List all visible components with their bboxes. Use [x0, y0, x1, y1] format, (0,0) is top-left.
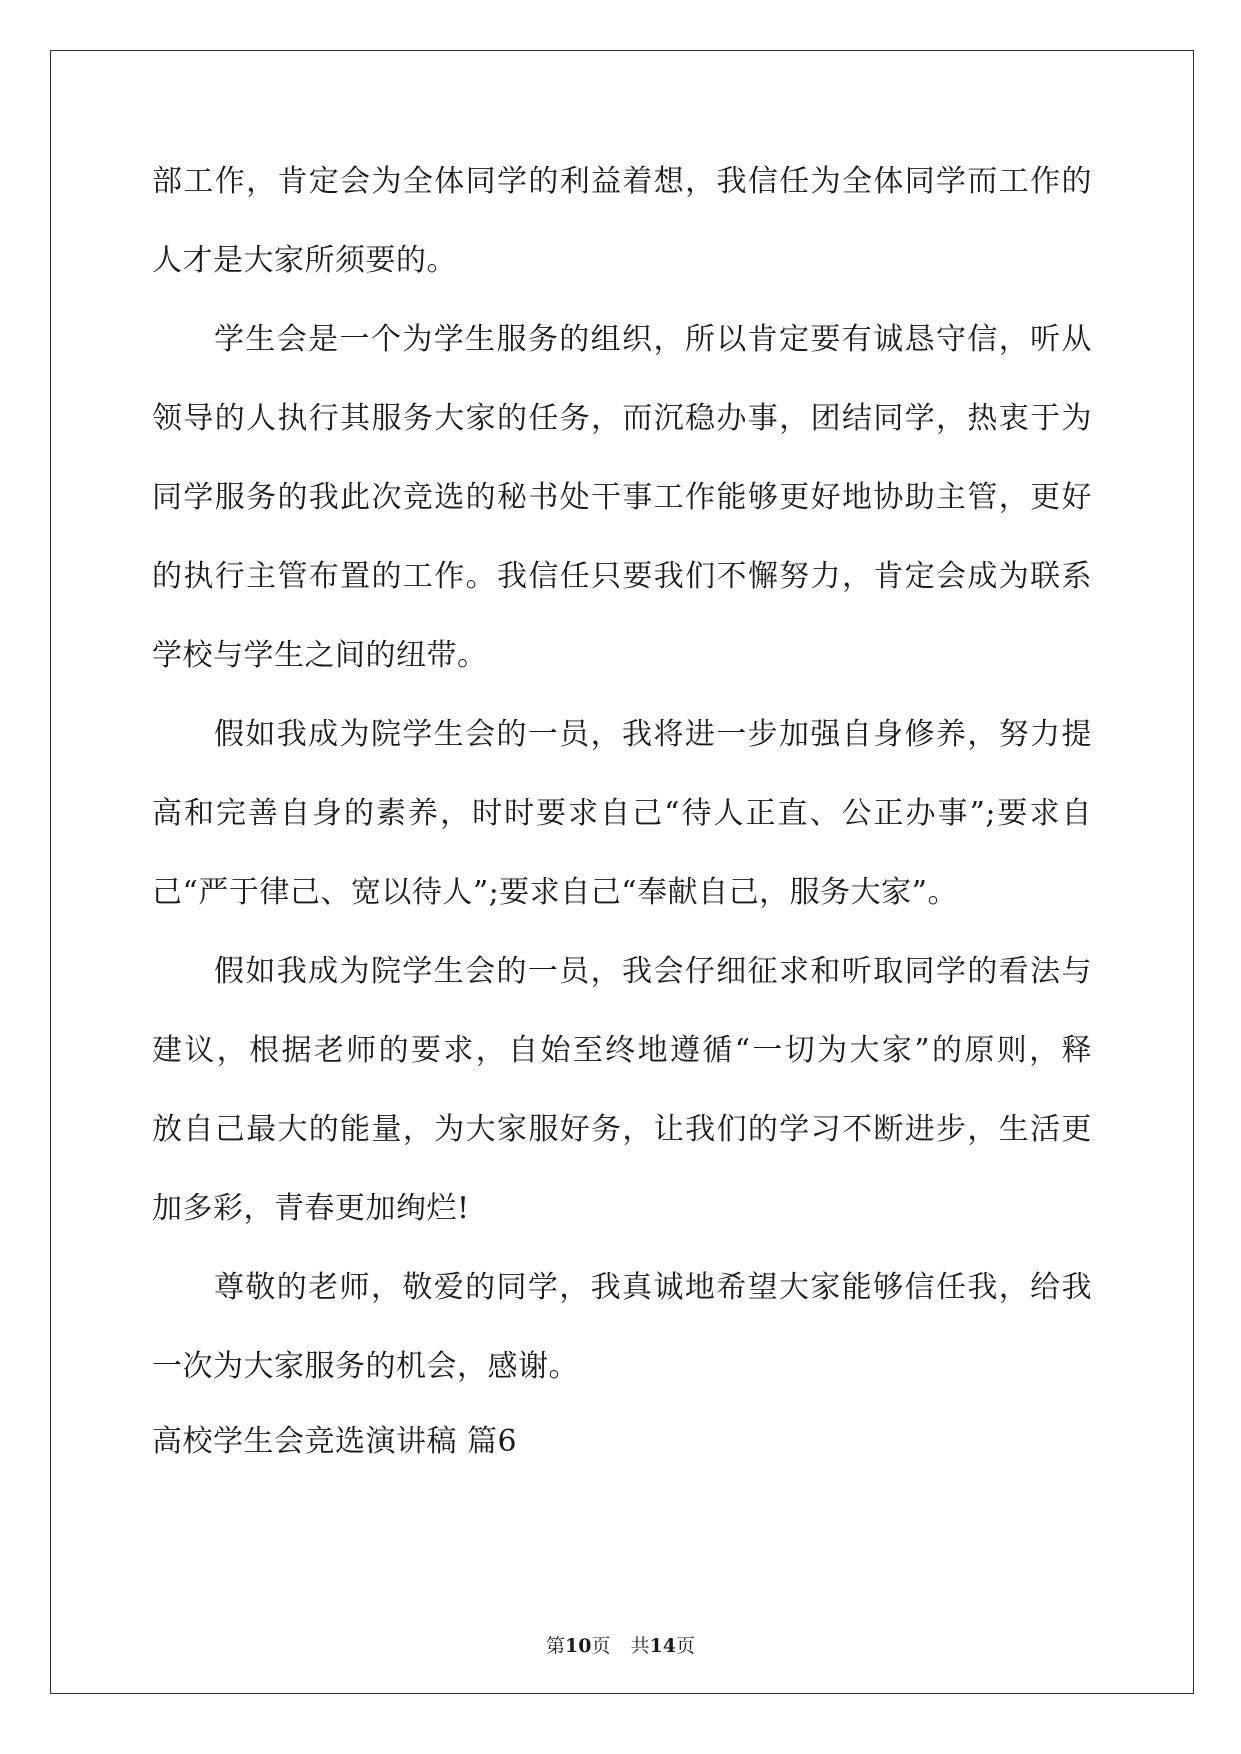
paragraph-line: 一次为大家服务的机会，感谢。 [152, 1349, 579, 1384]
paragraph-line: 假如我成为院学生会的一员，我将进一步加强自身修养，努力提 [214, 717, 1092, 752]
paragraph-line: 人才是大家所须要的。 [152, 243, 457, 278]
paragraph-line: 的执行主管布置的工作。我信任只要我们不懈努力，肯定会成为联系 [152, 559, 1092, 594]
total-suffix: 页 [675, 1635, 695, 1657]
paragraph-line: 假如我成为院学生会的一员，我会仔细征求和听取同学的看法与 [214, 954, 1092, 989]
paragraph-line: 同学服务的我此次竞选的秘书处干事工作能够更好地协助主管，更好 [152, 480, 1092, 515]
section-heading: 高校学生会竞选演讲稿 篇6 [152, 1424, 518, 1459]
paragraph-line: 高和完善自身的素养，时时要求自己“待人正直、公正办事”;要求自 [152, 796, 1092, 831]
paragraph-line: 加多彩，青春更加绚烂! [152, 1191, 470, 1226]
page-footer [0, 1631, 1241, 1658]
paragraph-line: 部工作，肯定会为全体同学的利益着想，我信任为全体同学而工作的 [152, 164, 1092, 199]
paragraph-line: 领导的人执行其服务大家的任务，而沉稳办事，团结同学，热衷于为 [152, 401, 1092, 436]
total-prefix: 共 [630, 1635, 650, 1657]
page-suffix: 页 [591, 1635, 611, 1657]
paragraph-line: 学校与学生之间的纽带。 [152, 638, 488, 673]
paragraph-line: 尊敬的老师，敬爱的同学，我真诚地希望大家能够信任我，给我 [214, 1270, 1092, 1305]
paragraph-line: 放自己最大的能量，为大家服好务，让我们的学习不断进步，生活更 [152, 1112, 1092, 1147]
paragraph-line: 己“严于律己、宽以待人”;要求自己“奉献自己，服务大家”。 [152, 875, 958, 910]
paragraph-line: 学生会是一个为学生服务的组织，所以肯定要有诚恳守信，听从 [214, 322, 1092, 357]
page-total: 14 [649, 1635, 676, 1657]
paragraph-line: 建议，根据老师的要求，自始至终地遵循“一切为大家”的原则，释 [152, 1033, 1092, 1068]
page-prefix: 第 [546, 1635, 566, 1657]
page-current: 10 [565, 1635, 592, 1657]
